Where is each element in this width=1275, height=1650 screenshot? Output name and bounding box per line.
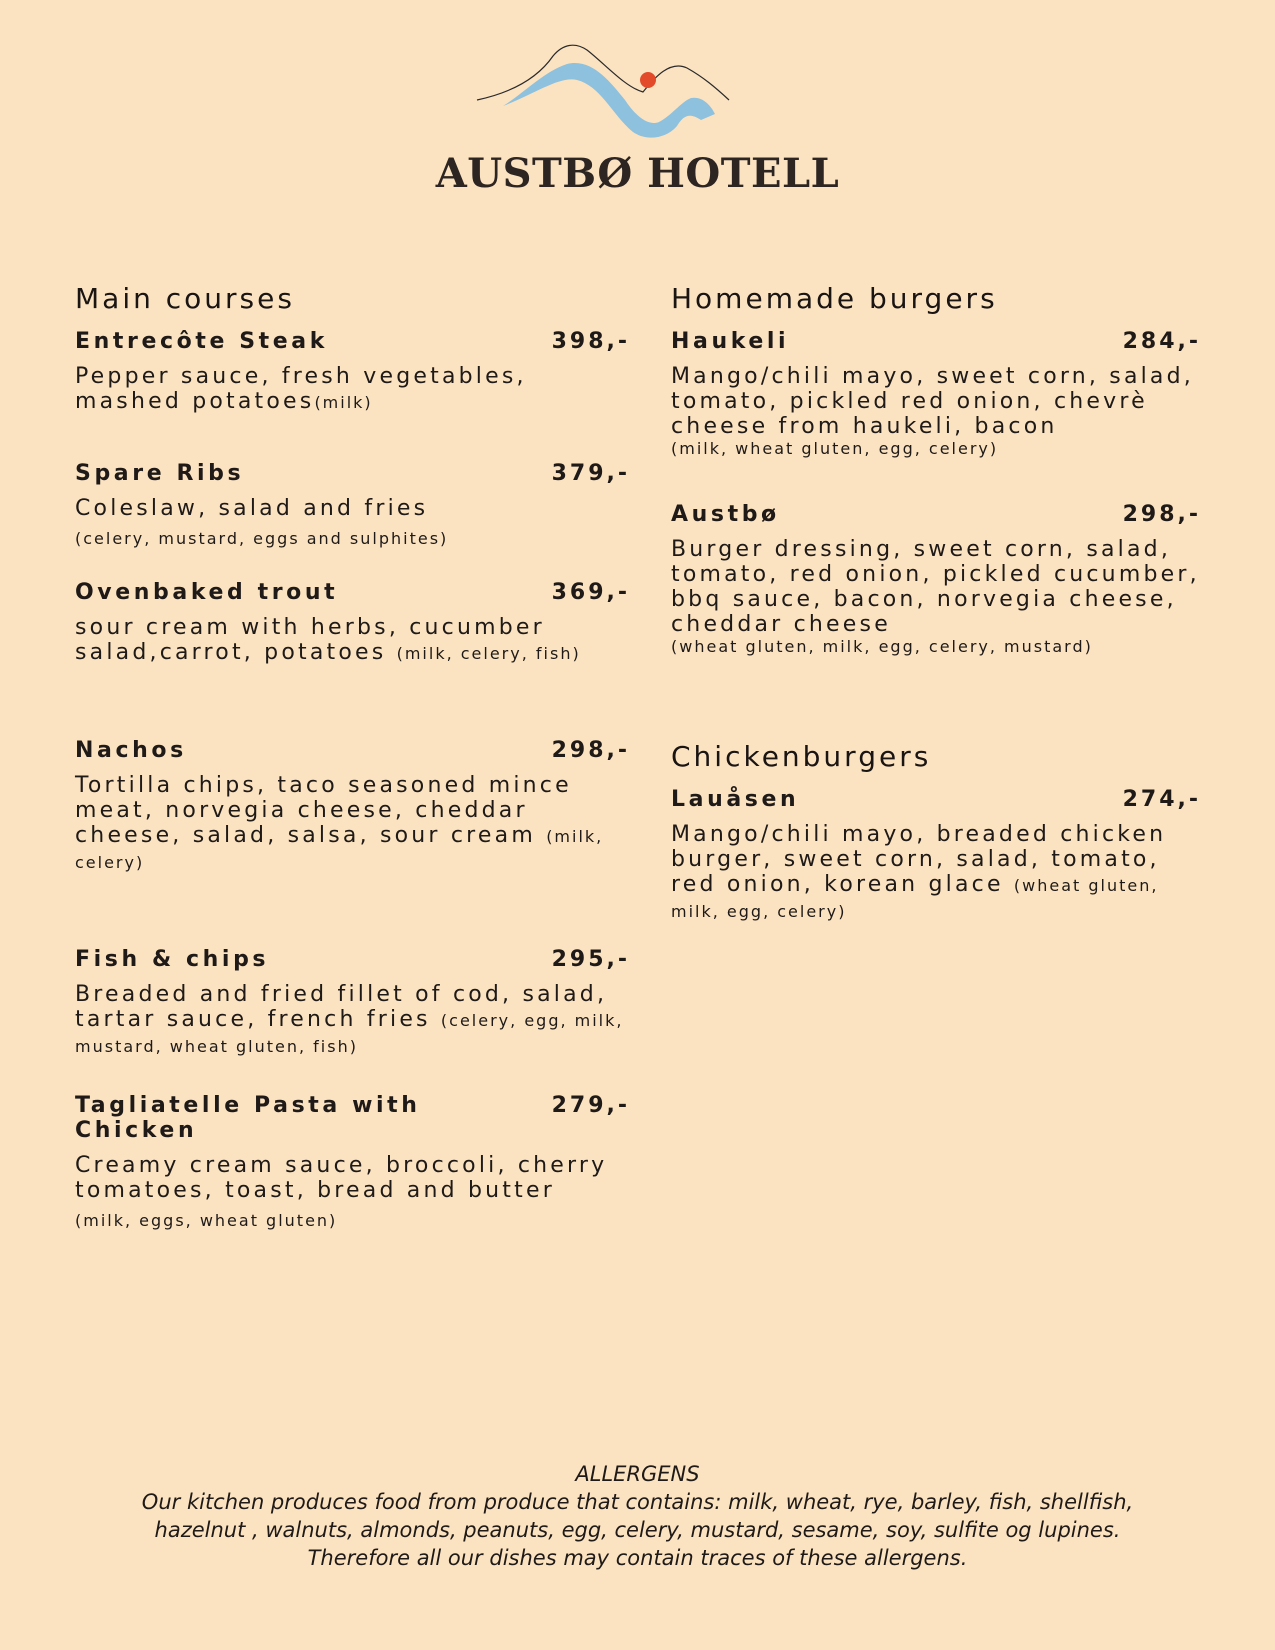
menu-item xyxy=(671,787,1201,924)
dish-allergens: (milk, wheat gluten, egg, celery) xyxy=(671,438,999,458)
dish-description: Breaded and fried fillet of cod, salad, tartar sauce, french fries (celery, egg, milk, mustard, wheat gluten, fish) xyxy=(75,981,624,1056)
dish-allergens: (celery, egg, milk, mustard, wheat gluten, fish) xyxy=(75,1010,624,1056)
burgers-column xyxy=(671,284,1201,948)
dish-description: Coleslaw, salad and fries (celery, mustard, eggs and sulphites) xyxy=(75,496,630,548)
main-courses-title: Main courses xyxy=(75,282,295,315)
dish-allergens: (milk, celery, fish) xyxy=(396,643,581,663)
menu-item xyxy=(75,738,630,875)
dish-allergens: (milk, celery) xyxy=(75,826,604,872)
menu-item xyxy=(671,502,1201,656)
main-courses-column xyxy=(75,284,630,1254)
dish-price: 398,- xyxy=(551,328,630,354)
dish-name: Tagliatelle Pasta with Chicken xyxy=(75,1092,421,1143)
dish-name: Ovenbaked trout xyxy=(75,579,339,605)
menu-item xyxy=(75,461,630,548)
logo-wave xyxy=(503,63,715,138)
dish-name: Nachos xyxy=(75,737,187,763)
dish-allergens: (milk, eggs, wheat gluten) xyxy=(75,1210,338,1230)
burgers-title: Homemade burgers xyxy=(671,282,998,315)
menu-item xyxy=(75,329,630,415)
dish-description: Creamy cream sauce, broccoli, cherry tomatoes, toast, bread and butter (milk, eggs, wheat gluten) xyxy=(75,1153,630,1230)
dish-name: Spare Ribs xyxy=(75,460,245,486)
allergens-title: ALLERGENS xyxy=(575,1462,700,1486)
hotel-name: AUSTBØ HOTELL xyxy=(435,150,840,197)
logo-sun xyxy=(640,72,656,88)
dish-price: 274,- xyxy=(1122,786,1201,812)
dish-price: 369,- xyxy=(551,579,630,605)
hotel-logo xyxy=(475,42,747,147)
dish-name: Haukeli xyxy=(671,328,790,354)
dish-allergens: (wheat gluten, milk, egg, celery) xyxy=(671,875,1159,921)
dish-price: 298,- xyxy=(1122,501,1201,527)
dish-description: Mango/chili mayo, sweet corn, salad, tomato, pickled red onion, chevrè cheese from haukeli, bacon (milk, wheat gluten, egg, celery) xyxy=(671,364,1201,458)
dish-description: sour cream with herbs, cucumber salad,carrot, potatoes (milk, celery, fish) xyxy=(75,614,581,665)
dish-name: Lauåsen xyxy=(671,786,800,812)
dish-description: Mango/chili mayo, breaded chicken burger, sweet corn, salad, tomato, red onion, korean glace (wheat gluten, milk, egg, celery) xyxy=(671,821,1167,921)
dish-name: Entrecôte Steak xyxy=(75,328,328,354)
allergens-warning: Therefore all our dishes may contain traces of these allergens. xyxy=(307,1546,968,1570)
allergens-notice xyxy=(140,1460,1135,1572)
dish-price: 295,- xyxy=(551,946,630,972)
dish-price: 279,- xyxy=(551,1092,630,1118)
chickenburgers-title: Chickenburgers xyxy=(671,739,932,773)
dish-price: 379,- xyxy=(551,460,630,486)
dish-price: 298,- xyxy=(551,737,630,763)
dish-allergens: (milk) xyxy=(314,392,373,412)
dish-allergens: (celery, mustard, eggs and sulphites) xyxy=(75,528,449,548)
dish-name: Fish & chips xyxy=(75,946,270,972)
menu-item xyxy=(75,947,630,1059)
dish-description: Pepper sauce, fresh vegetables, mashed potatoes(milk) xyxy=(75,363,527,414)
dish-allergens: (wheat gluten, milk, egg, celery, mustard) xyxy=(671,636,1093,656)
menu-item xyxy=(671,329,1201,458)
menu-item xyxy=(75,580,630,666)
menu-item xyxy=(75,1093,630,1230)
dish-name: Austbø xyxy=(671,501,780,527)
dish-description: Burger dressing, sweet corn, salad, tomato, red onion, pickled cucumber, bbq sauce, bacon, norvegia cheese, cheddar cheese (wheat gluten, milk, egg, celery, mustard) xyxy=(671,536,1200,656)
dish-price: 284,- xyxy=(1122,328,1201,354)
allergens-text: Our kitchen produces food from produce that contains: milk, wheat, rye, barley, fish, shellfish, hazelnut , walnuts, almonds, peanuts, egg, celery, mustard, sesame, soy, sulfite og lupines. xyxy=(141,1490,1134,1542)
dish-description: Tortilla chips, taco seasoned mince meat, norvegia cheese, cheddar cheese, salad, salsa, sour cream (milk, celery) xyxy=(75,772,604,872)
